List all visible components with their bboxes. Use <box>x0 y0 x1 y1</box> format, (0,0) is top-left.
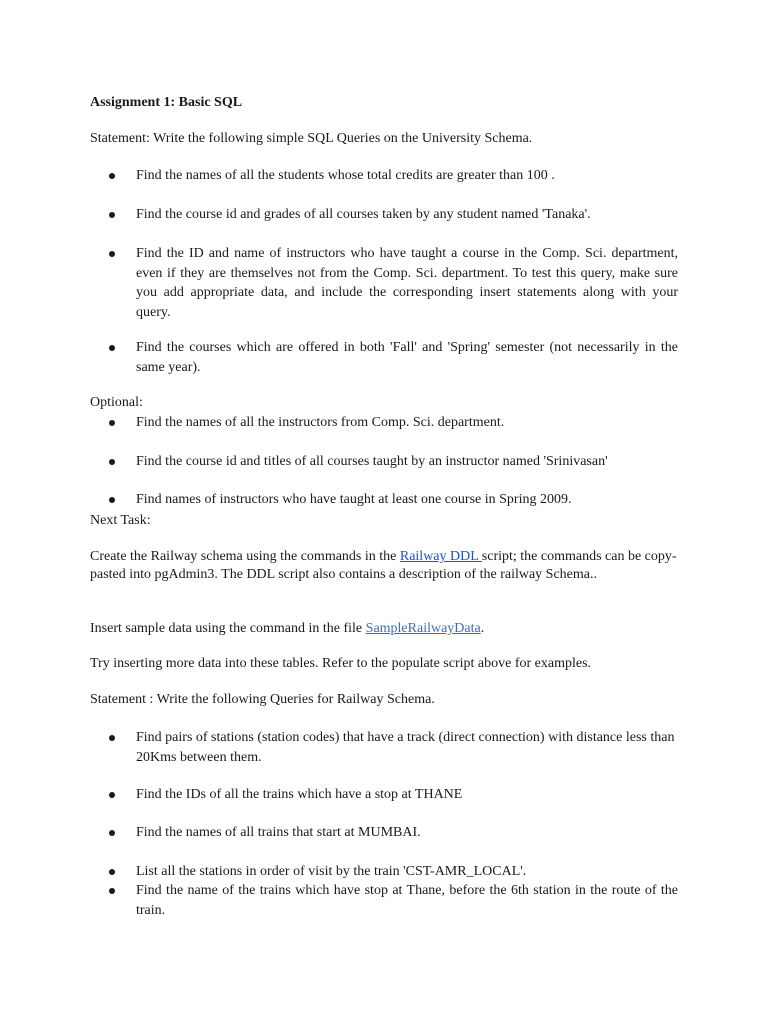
list-item: Find names of instructors who have taught at least one course in Spring 2009. <box>136 490 678 510</box>
railway-ddl-link[interactable]: Railway DDL <box>399 549 482 564</box>
list-item: Find the names of all trains that start at MUMBAI. <box>136 823 678 843</box>
bullet-icon <box>109 497 115 503</box>
sample-railway-data-link[interactable]: SampleRailwayData <box>365 621 481 636</box>
list-item: Find the IDs of all the trains which have a stop at THANE <box>136 785 678 805</box>
bullet-icon <box>109 735 115 741</box>
bullet-icon <box>109 459 115 465</box>
list-item: List all the stations in order of visit by the train 'CST-AMR_LOCAL'. <box>136 862 678 882</box>
bullet-icon <box>109 869 115 875</box>
list-item: Find the name of the trains which have stop at Thane, before the 6th station in the route of the train. <box>136 881 678 920</box>
statement-railway: Statement : Write the following Queries for Railway Schema. <box>90 692 435 707</box>
railway-ddl-paragraph: Create the Railway schema using the commands in the Railway DDL script; the commands can be copy-pasted into pgAdmin3. The DDL script also contains a description of the railway Schema.. <box>90 549 677 582</box>
try-inserting-paragraph: Try inserting more data into these tables. Refer to the populate script above for examples. <box>90 656 592 671</box>
bullet-icon <box>109 345 115 351</box>
next-task-label: Next Task: <box>90 513 151 528</box>
assignment-heading: Assignment 1: Basic SQL <box>90 95 243 110</box>
bullet-icon <box>109 212 115 218</box>
list-item: Find the names of all the students whose total credits are greater than 100 . <box>136 166 678 186</box>
optional-label: Optional: <box>90 395 143 410</box>
statement-university: Statement: Write the following simple SQL Queries on the University Schema. <box>90 131 533 146</box>
list-item: Find the course id and titles of all courses taught by an instructor named 'Srinivasan' <box>136 452 678 472</box>
bullet-icon <box>109 173 115 179</box>
list-item: Find the course id and grades of all courses taken by any student named 'Tanaka'. <box>136 205 678 225</box>
list-item: Find the courses which are offered in both 'Fall' and 'Spring' semester (not necessarily in the same year). <box>136 338 678 377</box>
list-item: Find the ID and name of instructors who have taught a course in the Comp. Sci. department, even if they are themselves not from the Comp. Sci. department. To test this query, make sure you add appropriate data, and include the corresponding insert statements along with your query. <box>136 244 678 322</box>
bullet-icon <box>109 830 115 836</box>
bullet-icon <box>109 792 115 798</box>
bullet-icon <box>109 251 115 257</box>
list-item: Find the names of all the instructors from Comp. Sci. department. <box>136 413 678 433</box>
list-item: Find pairs of stations (station codes) that have a track (direct connection) with distance less than 20Kms between them. <box>136 728 678 767</box>
sample-data-paragraph: Insert sample data using the command in the file SampleRailwayData. <box>90 621 485 636</box>
bullet-icon <box>109 420 115 426</box>
bullet-icon <box>109 888 115 894</box>
